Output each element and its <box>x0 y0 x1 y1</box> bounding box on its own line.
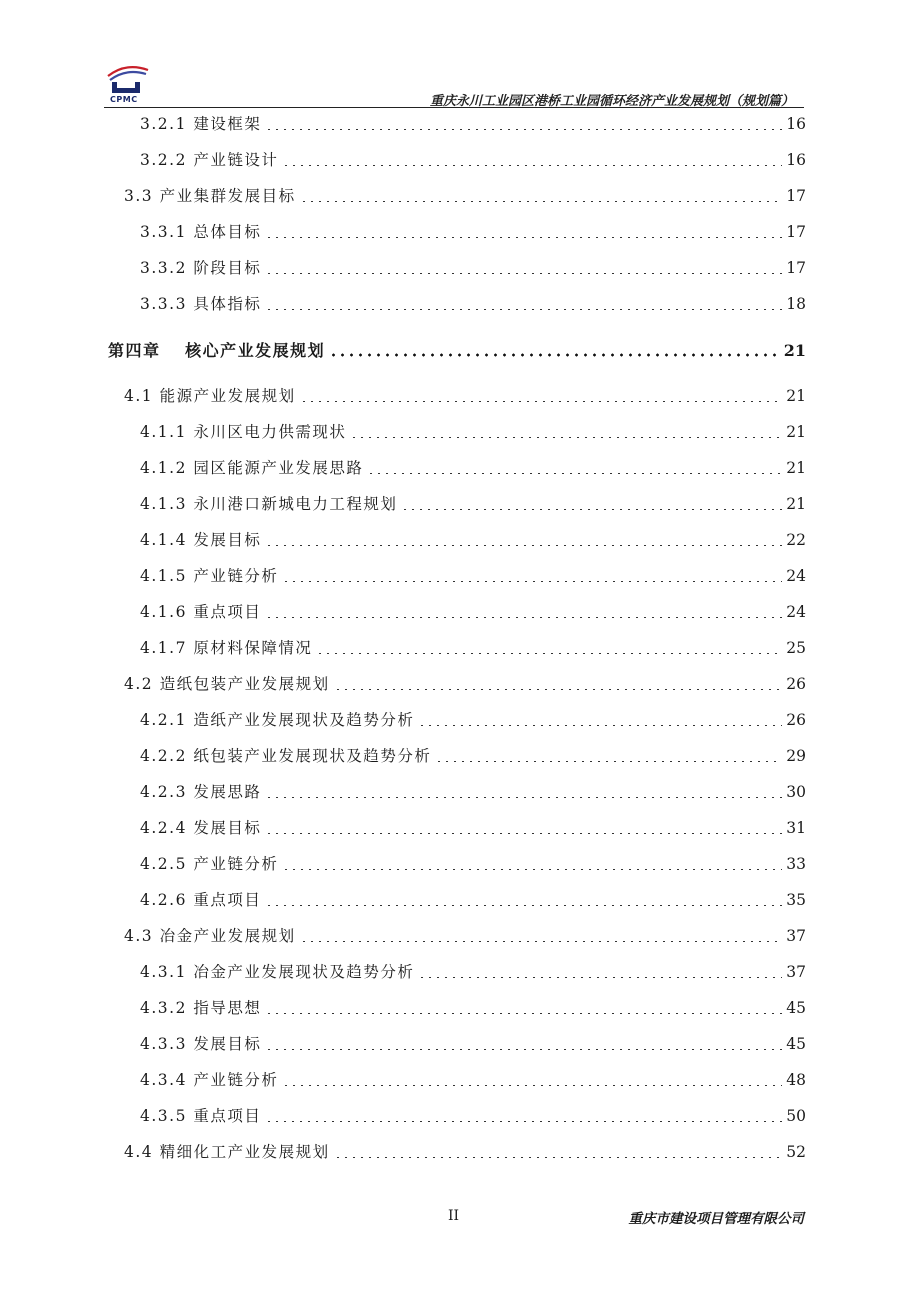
toc-entry-title: 3.3.2 阶段目标 <box>140 259 262 277</box>
toc-entry[interactable] <box>140 600 806 624</box>
toc-page-number: 45 <box>786 1035 806 1053</box>
toc-page-number: 30 <box>786 783 806 801</box>
toc-page-number: 18 <box>786 295 806 313</box>
toc-entry-title: 4.1.1 永川区电力供需现状 <box>140 423 347 441</box>
toc-dot-leader <box>334 1157 783 1158</box>
toc-entry[interactable] <box>140 744 806 768</box>
toc-entry[interactable] <box>140 852 806 876</box>
toc-page-number: 50 <box>786 1107 806 1125</box>
toc-entry-title: 第四章 核心产业发展规划 <box>108 341 326 360</box>
toc-entry-title: 4.1 能源产业发展规划 <box>124 387 296 405</box>
toc-entry-title: 4.1.7 原材料保障情况 <box>140 639 313 657</box>
toc-entry-title: 4.3.3 发展目标 <box>140 1035 262 1053</box>
toc-entry[interactable] <box>140 564 806 588</box>
toc-dot-leader <box>265 797 782 798</box>
toc-entry-title: 4.1.2 园区能源产业发展思路 <box>140 459 364 477</box>
toc-dot-leader <box>418 977 782 978</box>
document-title: 重庆永川工业园区港桥工业园循环经济产业发展规划（规划篇） <box>429 94 794 109</box>
toc-page-number: 17 <box>786 187 806 205</box>
toc-entry[interactable] <box>140 1068 806 1092</box>
toc-entry-title: 4.2.3 发展思路 <box>140 783 262 801</box>
toc-page-number: 21 <box>783 341 806 360</box>
toc-dot-leader <box>282 165 782 166</box>
toc-entry[interactable] <box>140 492 806 516</box>
toc-page-number: 24 <box>786 567 806 585</box>
toc-entry-title: 3.2.2 产业链设计 <box>140 151 279 169</box>
toc-dot-leader <box>265 905 782 906</box>
toc-entry[interactable] <box>124 1140 806 1164</box>
toc-page-number: 26 <box>786 675 806 693</box>
toc-dot-leader <box>350 437 782 438</box>
toc-dot-leader <box>282 581 782 582</box>
toc-dot-leader <box>300 201 783 202</box>
toc-page-number: 35 <box>786 891 806 909</box>
toc-dot-leader <box>265 833 782 834</box>
toc-dot-leader <box>300 401 783 402</box>
toc-page-number: 26 <box>786 711 806 729</box>
toc-page-number: 45 <box>786 999 806 1017</box>
toc-entry-title: 4.4 精细化工产业发展规划 <box>124 1143 330 1161</box>
toc-dot-leader <box>401 509 782 510</box>
toc-dot-leader <box>265 237 782 238</box>
toc-dot-leader <box>265 273 782 274</box>
toc-page-number: 21 <box>786 387 806 405</box>
toc-entry-title: 3.3 产业集群发展目标 <box>124 187 296 205</box>
toc-entry[interactable] <box>140 888 806 912</box>
toc-entry[interactable] <box>140 1032 806 1056</box>
toc-page-number: 22 <box>786 531 806 549</box>
toc-page-number: 16 <box>786 115 806 133</box>
toc-dot-leader <box>300 941 783 942</box>
toc-entry[interactable] <box>124 384 806 408</box>
toc-page-number: 16 <box>786 151 806 169</box>
toc-entry-title: 4.1.3 永川港口新城电力工程规划 <box>140 495 398 513</box>
toc-dot-leader <box>265 1049 782 1050</box>
toc-entry-title: 4.2.4 发展目标 <box>140 819 262 837</box>
toc-entry[interactable] <box>140 148 806 172</box>
toc-dot-leader <box>367 473 782 474</box>
toc-entry[interactable] <box>140 528 806 552</box>
toc-entry[interactable] <box>140 816 806 840</box>
toc-page-number: 17 <box>786 223 806 241</box>
toc-entry-title: 4.3.5 重点项目 <box>140 1107 262 1125</box>
toc-entry[interactable] <box>140 220 806 244</box>
toc-page-number: 29 <box>786 747 806 765</box>
toc-entry[interactable] <box>140 256 806 280</box>
toc-dot-leader <box>265 545 782 546</box>
toc-chapter-entry[interactable] <box>108 338 806 362</box>
toc-entry[interactable] <box>124 184 806 208</box>
toc-entry[interactable] <box>140 636 806 660</box>
toc-entry-title: 4.2.2 纸包装产业发展现状及趋势分析 <box>140 747 432 765</box>
toc-entry[interactable] <box>140 996 806 1020</box>
toc-dot-leader <box>265 309 782 310</box>
toc-page-number: 21 <box>786 495 806 513</box>
toc-entry-title: 3.3.3 具体指标 <box>140 295 262 313</box>
toc-entry[interactable] <box>140 292 806 316</box>
toc-dot-leader <box>435 761 782 762</box>
toc-entry-title: 4.1.5 产业链分析 <box>140 567 279 585</box>
toc-page-number: 21 <box>786 423 806 441</box>
toc-entry-title: 3.3.1 总体目标 <box>140 223 262 241</box>
toc-page-number: 25 <box>786 639 806 657</box>
toc-entry-title: 4.2.1 造纸产业发展现状及趋势分析 <box>140 711 415 729</box>
toc-entry[interactable] <box>124 924 806 948</box>
footer-company-name: 重庆市建设项目管理有限公司 <box>628 1211 804 1227</box>
toc-dot-leader <box>282 1085 782 1086</box>
logo-text: CPMC <box>110 95 138 104</box>
toc-entry-title: 4.3.2 指导思想 <box>140 999 262 1017</box>
toc-entry[interactable] <box>140 708 806 732</box>
toc-entry-title: 4.2 造纸包装产业发展规划 <box>124 675 330 693</box>
toc-entry[interactable] <box>140 780 806 804</box>
toc-dot-leader <box>265 617 782 618</box>
toc-page-number: 24 <box>786 603 806 621</box>
toc-entry-title: 4.2.5 产业链分析 <box>140 855 279 873</box>
toc-page-number: 48 <box>786 1071 806 1089</box>
toc-dot-leader <box>282 869 782 870</box>
toc-dot-leader <box>329 353 780 357</box>
toc-entry-title: 4.3 冶金产业发展规划 <box>124 927 296 945</box>
toc-entry-title: 4.3.1 冶金产业发展现状及趋势分析 <box>140 963 415 981</box>
toc-dot-leader <box>265 1013 782 1014</box>
toc-entry[interactable] <box>140 112 806 136</box>
toc-dot-leader <box>265 129 782 130</box>
toc-entry[interactable] <box>140 960 806 984</box>
toc-page-number: 37 <box>786 963 806 981</box>
toc-page-number: 31 <box>786 819 806 837</box>
toc-entry[interactable] <box>140 1104 806 1128</box>
toc-dot-leader <box>265 1121 782 1122</box>
toc-page-number: 33 <box>786 855 806 873</box>
toc-entry-title: 4.1.4 发展目标 <box>140 531 262 549</box>
toc-page-number: 52 <box>786 1143 806 1161</box>
toc-entry[interactable] <box>140 420 806 444</box>
toc-entry[interactable] <box>140 456 806 480</box>
toc-entry[interactable] <box>124 672 806 696</box>
toc-page-number: 21 <box>786 459 806 477</box>
footer-page-number: II <box>448 1208 460 1224</box>
toc-page-number: 37 <box>786 927 806 945</box>
toc-entry-title: 4.3.4 产业链分析 <box>140 1071 279 1089</box>
toc-page-number: 17 <box>786 259 806 277</box>
toc-dot-leader <box>334 689 783 690</box>
toc-entry-title: 3.2.1 建设框架 <box>140 115 262 133</box>
toc-dot-leader <box>316 653 782 654</box>
toc-entry-title: 4.2.6 重点项目 <box>140 891 262 909</box>
toc-dot-leader <box>418 725 782 726</box>
toc-entry-title: 4.1.6 重点项目 <box>140 603 262 621</box>
